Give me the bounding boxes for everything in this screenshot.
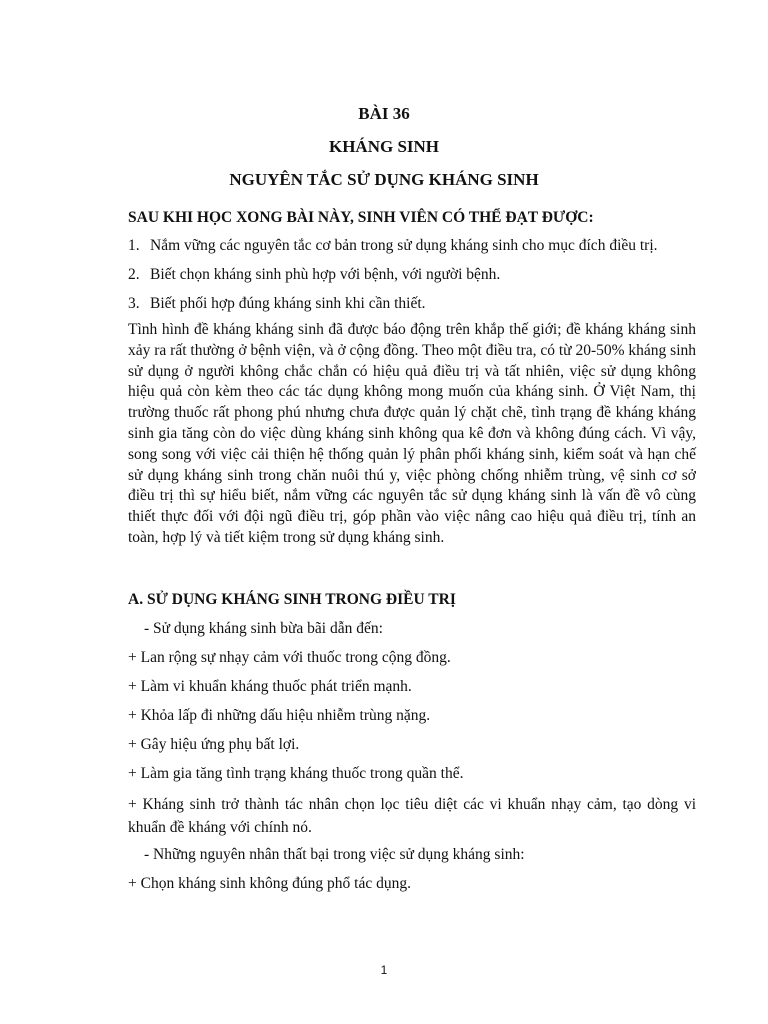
failure-item: + Chọn kháng sinh không đúng phổ tác dụng. [128, 875, 411, 892]
objectives-heading: SAU KHI HỌC XONG BÀI NÀY, SINH VIÊN CÓ THỂ ĐẠT ĐƯỢC: [128, 209, 594, 226]
lesson-title: KHÁNG SINH [328, 137, 440, 156]
lesson-subtitle: NGUYÊN TẮC SỬ DỤNG KHÁNG SINH [229, 170, 539, 189]
misuse-item: + Kháng sinh trở thành tác nhân chọn lọc tiêu diệt các vi khuẩn nhạy cảm, tạo dòng vi khuẩn đề kháng với chính nó. [128, 796, 696, 836]
misuse-item: + Lan rộng sự nhạy cảm với thuốc trong cộng đồng. [128, 649, 451, 666]
objective-number: 3. [128, 295, 140, 312]
misuse-item: + Làm gia tăng tình trạng kháng thuốc trong quần thể. [128, 765, 464, 782]
misuse-intro: - Sử dụng kháng sinh bừa bãi dẫn đến: [144, 620, 383, 637]
objective-item [128, 265, 500, 285]
objective-text: Biết phối hợp đúng kháng sinh khi cần thiết. [150, 295, 426, 312]
section-a-heading: A. SỬ DỤNG KHÁNG SINH TRONG ĐIỀU TRỊ [128, 591, 456, 608]
objective-item [128, 236, 658, 256]
objective-number: 1. [128, 237, 140, 254]
intro-paragraph: Tình hình đề kháng kháng sinh đã được báo động trên khắp thế giới; đề kháng kháng sinh xảy ra rất thường ở bệnh viện, và ở cộng đồng. Theo một điều tra, có từ 20-50% kháng sinh sử dụng ở người không chắc chắn có hiệu quả điều trị và tất nhiên, việc sử dụng không hiệu quả còn kèm theo các tác dụng không mong muốn của kháng sinh. Ở Việt Nam, thị trường thuốc rất phong phú nhưng chưa được quản lý chặt chẽ, tình trạng đề kháng kháng sinh gia tăng còn do việc dùng kháng sinh không qua kê đơn và không đúng cách. Vì vậy, song song với việc cải thiện hệ thống quản lý phân phối kháng sinh, kiểm soát và hạn chế sử dụng kháng sinh trong chăn nuôi thú y, việc phòng chống nhiễm trùng, vệ sinh cơ sở điều trị thì sự hiểu biết, nắm vững các nguyên tắc sử dụng kháng sinh là vấn đề vô cùng thiết thực đối với đội ngũ điều trị, góp phần vào việc nâng cao hiệu quả điều trị, tính an toàn, hợp lý và tiết kiệm trong sử dụng kháng sinh. [128, 321, 696, 546]
misuse-item: + Gây hiệu ứng phụ bất lợi. [128, 736, 300, 753]
misuse-item: + Khỏa lấp đi những dấu hiệu nhiễm trùng nặng. [128, 707, 431, 724]
failure-intro: - Những nguyên nhân thất bại trong việc sử dụng kháng sinh: [144, 846, 525, 863]
objective-text: Biết chọn kháng sinh phù hợp với bệnh, với người bệnh. [150, 266, 501, 283]
misuse-item: + Làm vi khuẩn kháng thuốc phát triển mạnh. [128, 678, 412, 695]
objective-number: 2. [128, 266, 140, 283]
objective-item [128, 294, 426, 314]
page-number: 1 [380, 963, 388, 977]
objective-text: Nắm vững các nguyên tắc cơ bản trong sử dụng kháng sinh cho mục đích điều trị. [150, 237, 658, 254]
lesson-number: BÀI 36 [358, 104, 410, 123]
